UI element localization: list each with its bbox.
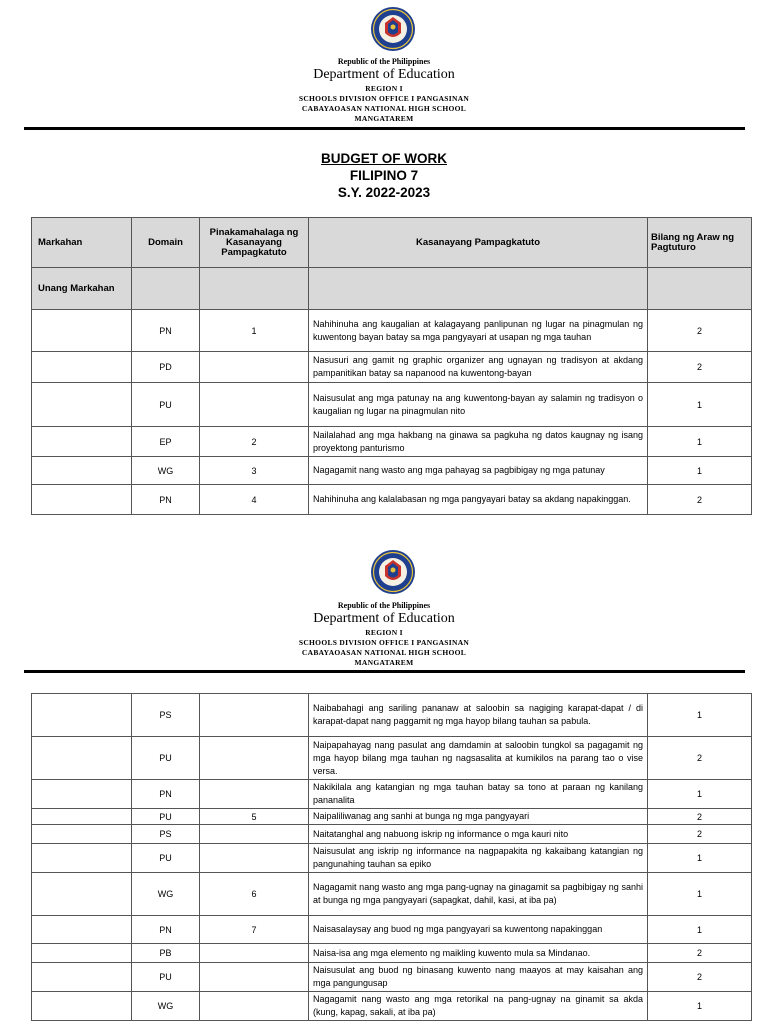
competency-number-cell (200, 352, 309, 383)
days-cell: 1 (648, 427, 752, 457)
republic-label: Republic of the Philippines (337, 57, 431, 66)
document-title (0, 150, 768, 201)
days-cell: 1 (648, 873, 752, 916)
domain-cell: PU (132, 844, 200, 873)
competency-number-cell (200, 844, 309, 873)
header-rule (24, 127, 745, 130)
competency-cell: Nagagamit nang wasto ang mga pahayag sa pagbibigay ng mga patunay (309, 457, 648, 485)
town-label: MANGATAREM (354, 114, 414, 123)
competency-cell: Naibabahagi ang sariling pananaw at saloobin sa nagiging karapat-dapat / di karapat-dapat nang paggamit ng mga hayop bilang tauhan sa pabula. (309, 694, 648, 737)
days-cell: 2 (648, 737, 752, 780)
markahan-cell (32, 737, 132, 780)
markahan-cell (32, 352, 132, 383)
markahan-cell (32, 963, 132, 992)
domain-cell: WG (132, 457, 200, 485)
days-cell: 2 (648, 352, 752, 383)
competency-cell: Nagagamit nang wasto ang mga retorikal na pang-ugnay na ginamit sa akda (kung, kapag, sakali, at iba pa) (309, 992, 648, 1021)
competency-cell: Nahihinuha ang kaugalian at kalagayang panlipunan ng lugar na pinagmulan ng kuwentong bayan batay sa mga pangyayari at usapan ng mga tauhan (309, 310, 648, 352)
title-line1: BUDGET OF WORK (321, 151, 447, 166)
domain-cell: PN (132, 485, 200, 515)
title-line3: S.Y. 2022-2023 (337, 185, 431, 200)
competency-number-cell (200, 944, 309, 963)
domain-cell: PN (132, 780, 200, 809)
domain-cell: WG (132, 873, 200, 916)
days-cell: 1 (648, 383, 752, 427)
days-cell: 2 (648, 944, 752, 963)
region-label: REGION I (365, 84, 403, 93)
table-row (32, 780, 752, 809)
domain-cell: PS (132, 694, 200, 737)
days-cell: 2 (648, 825, 752, 844)
table-row (32, 737, 752, 780)
competency-number-cell: 5 (200, 809, 309, 825)
markahan-cell (32, 383, 132, 427)
division-label: SCHOOLS DIVISION OFFICE I PANGASINAN (298, 94, 470, 103)
domain-cell: PU (132, 809, 200, 825)
header-rule-page2 (24, 670, 745, 673)
days-cell: 1 (648, 780, 752, 809)
markahan-cell (32, 310, 132, 352)
competency-cell: Nasusuri ang gamit ng graphic organizer ang ugnayan ng tradisyon at akdang pampanitikan batay sa napanood na kuwentong-bayan (309, 352, 648, 383)
header-domain: Domain (132, 218, 200, 268)
table-row (32, 383, 752, 427)
days-cell: 2 (648, 809, 752, 825)
quarter-label: Unang Markahan (32, 268, 132, 310)
days-cell: 1 (648, 844, 752, 873)
division-label-page2: SCHOOLS DIVISION OFFICE I PANGASINAN (298, 638, 470, 647)
markahan-cell (32, 992, 132, 1021)
deped-seal-icon (370, 6, 416, 52)
days-cell: 1 (648, 916, 752, 944)
table-row (32, 310, 752, 352)
table-row (32, 457, 752, 485)
markahan-cell (32, 694, 132, 737)
days-cell: 2 (648, 963, 752, 992)
markahan-cell (32, 944, 132, 963)
competency-number-cell (200, 825, 309, 844)
days-cell: 2 (648, 485, 752, 515)
department-label: Department of Education (313, 67, 455, 82)
markahan-cell (32, 427, 132, 457)
domain-cell: PD (132, 352, 200, 383)
competency-cell: Naisusulat ang mga patunay na ang kuwentong-bayan ay salamin ng tradisyon o kaugalian ng lugar na pinagmulan nito (309, 383, 648, 427)
days-cell: 1 (648, 457, 752, 485)
markahan-cell (32, 485, 132, 515)
days-cell: 1 (648, 694, 752, 737)
competency-number-cell (200, 780, 309, 809)
days-cell: 1 (648, 992, 752, 1021)
competency-number-cell: 6 (200, 873, 309, 916)
competency-cell: Nahihinuha ang kalalabasan ng mga pangyayari batay sa akdang napakinggan. (309, 485, 648, 515)
table-row (32, 916, 752, 944)
deped-seal-icon-page2 (370, 549, 416, 595)
town-label-page2: MANGATAREM (354, 658, 414, 667)
domain-cell: PU (132, 737, 200, 780)
competency-cell: Nagagamit nang wasto ang mga pang-ugnay na ginagamit sa pagbibigay ng sanhi at bunga ng mga pangyayari (sapagkat, dahil, kasi, at iba pa) (309, 873, 648, 916)
competency-cell: Naisusulat ang iskrip ng informance na nagpapakita ng kakaibang katangian ng pangunahing tauhan sa epiko (309, 844, 648, 873)
competency-number-cell (200, 383, 309, 427)
markahan-cell (32, 457, 132, 485)
table-row (32, 992, 752, 1021)
competency-cell: Naisusulat ang buod ng binasang kuwento nang maayos at may kaisahan ang mga pangungusap (309, 963, 648, 992)
header-markahan: Markahan (32, 218, 132, 268)
domain-cell: PN (132, 310, 200, 352)
competency-cell: Nailalahad ang mga hakbang na ginawa sa pagkuha ng datos kaugnay ng isang proyektong panturismo (309, 427, 648, 457)
domain-cell: PU (132, 383, 200, 427)
domain-cell: PS (132, 825, 200, 844)
department-label-page2: Department of Education (313, 611, 455, 626)
competency-cell: Nakikilala ang katangian ng mga tauhan batay sa tono at paraan ng kanilang pananalita (309, 780, 648, 809)
table-row (32, 873, 752, 916)
competency-number-cell (200, 992, 309, 1021)
header-kasanayan: Kasanayang Pampagkatuto (309, 218, 648, 268)
republic-label-page2: Republic of the Philippines (337, 601, 431, 610)
domain-cell: PU (132, 963, 200, 992)
domain-cell: WG (132, 992, 200, 1021)
header-bilang: Bilang ng Araw ng Pagtuturo (648, 218, 752, 268)
competency-number-cell: 7 (200, 916, 309, 944)
competency-number-cell: 1 (200, 310, 309, 352)
table-row (32, 352, 752, 383)
domain-cell: PB (132, 944, 200, 963)
markahan-cell (32, 844, 132, 873)
header-pinakamahalaga: Pinakamahalaga ng Kasanayang Pampagkatuto (200, 218, 309, 268)
markahan-cell (32, 809, 132, 825)
markahan-cell (32, 873, 132, 916)
title-line2: FILIPINO 7 (349, 168, 419, 183)
competency-number-cell: 4 (200, 485, 309, 515)
domain-cell: PN (132, 916, 200, 944)
competency-cell: Naisasalaysay ang buod ng mga pangyayari sa kuwentong napakinggan (309, 916, 648, 944)
budget-table-page1 (31, 217, 752, 515)
competency-number-cell (200, 963, 309, 992)
table-row (32, 427, 752, 457)
table-row (32, 944, 752, 963)
competency-cell: Naipapahayag nang pasulat ang damdamin at saloobin tungkol sa pagagamit ng mga hayop bilang mga tauhan ng nagsasalita at kumikilos na parang tao o vise versa. (309, 737, 648, 780)
table-row (32, 844, 752, 873)
school-label: CABAYAOASAN NATIONAL HIGH SCHOOL (301, 104, 467, 113)
table-row (32, 694, 752, 737)
competency-cell: Naitatanghal ang nabuong iskrip ng informance o mga kauri nito (309, 825, 648, 844)
quarter-row (32, 268, 752, 310)
competency-number-cell: 3 (200, 457, 309, 485)
table-row (32, 485, 752, 515)
competency-number-cell (200, 737, 309, 780)
school-label-page2: CABAYAOASAN NATIONAL HIGH SCHOOL (301, 648, 467, 657)
competency-number-cell (200, 694, 309, 737)
budget-table-page2 (31, 693, 752, 1021)
markahan-cell (32, 825, 132, 844)
competency-number-cell: 2 (200, 427, 309, 457)
competency-cell: Naipaliliwanag ang sanhi at bunga ng mga pangyayari (309, 809, 648, 825)
table-row (32, 825, 752, 844)
markahan-cell (32, 780, 132, 809)
region-label-page2: REGION I (365, 628, 403, 637)
markahan-cell (32, 916, 132, 944)
table-row (32, 963, 752, 992)
table-row (32, 809, 752, 825)
domain-cell: EP (132, 427, 200, 457)
days-cell: 2 (648, 310, 752, 352)
competency-cell: Naisa-isa ang mga elemento ng maikling kuwento mula sa Mindanao. (309, 944, 648, 963)
